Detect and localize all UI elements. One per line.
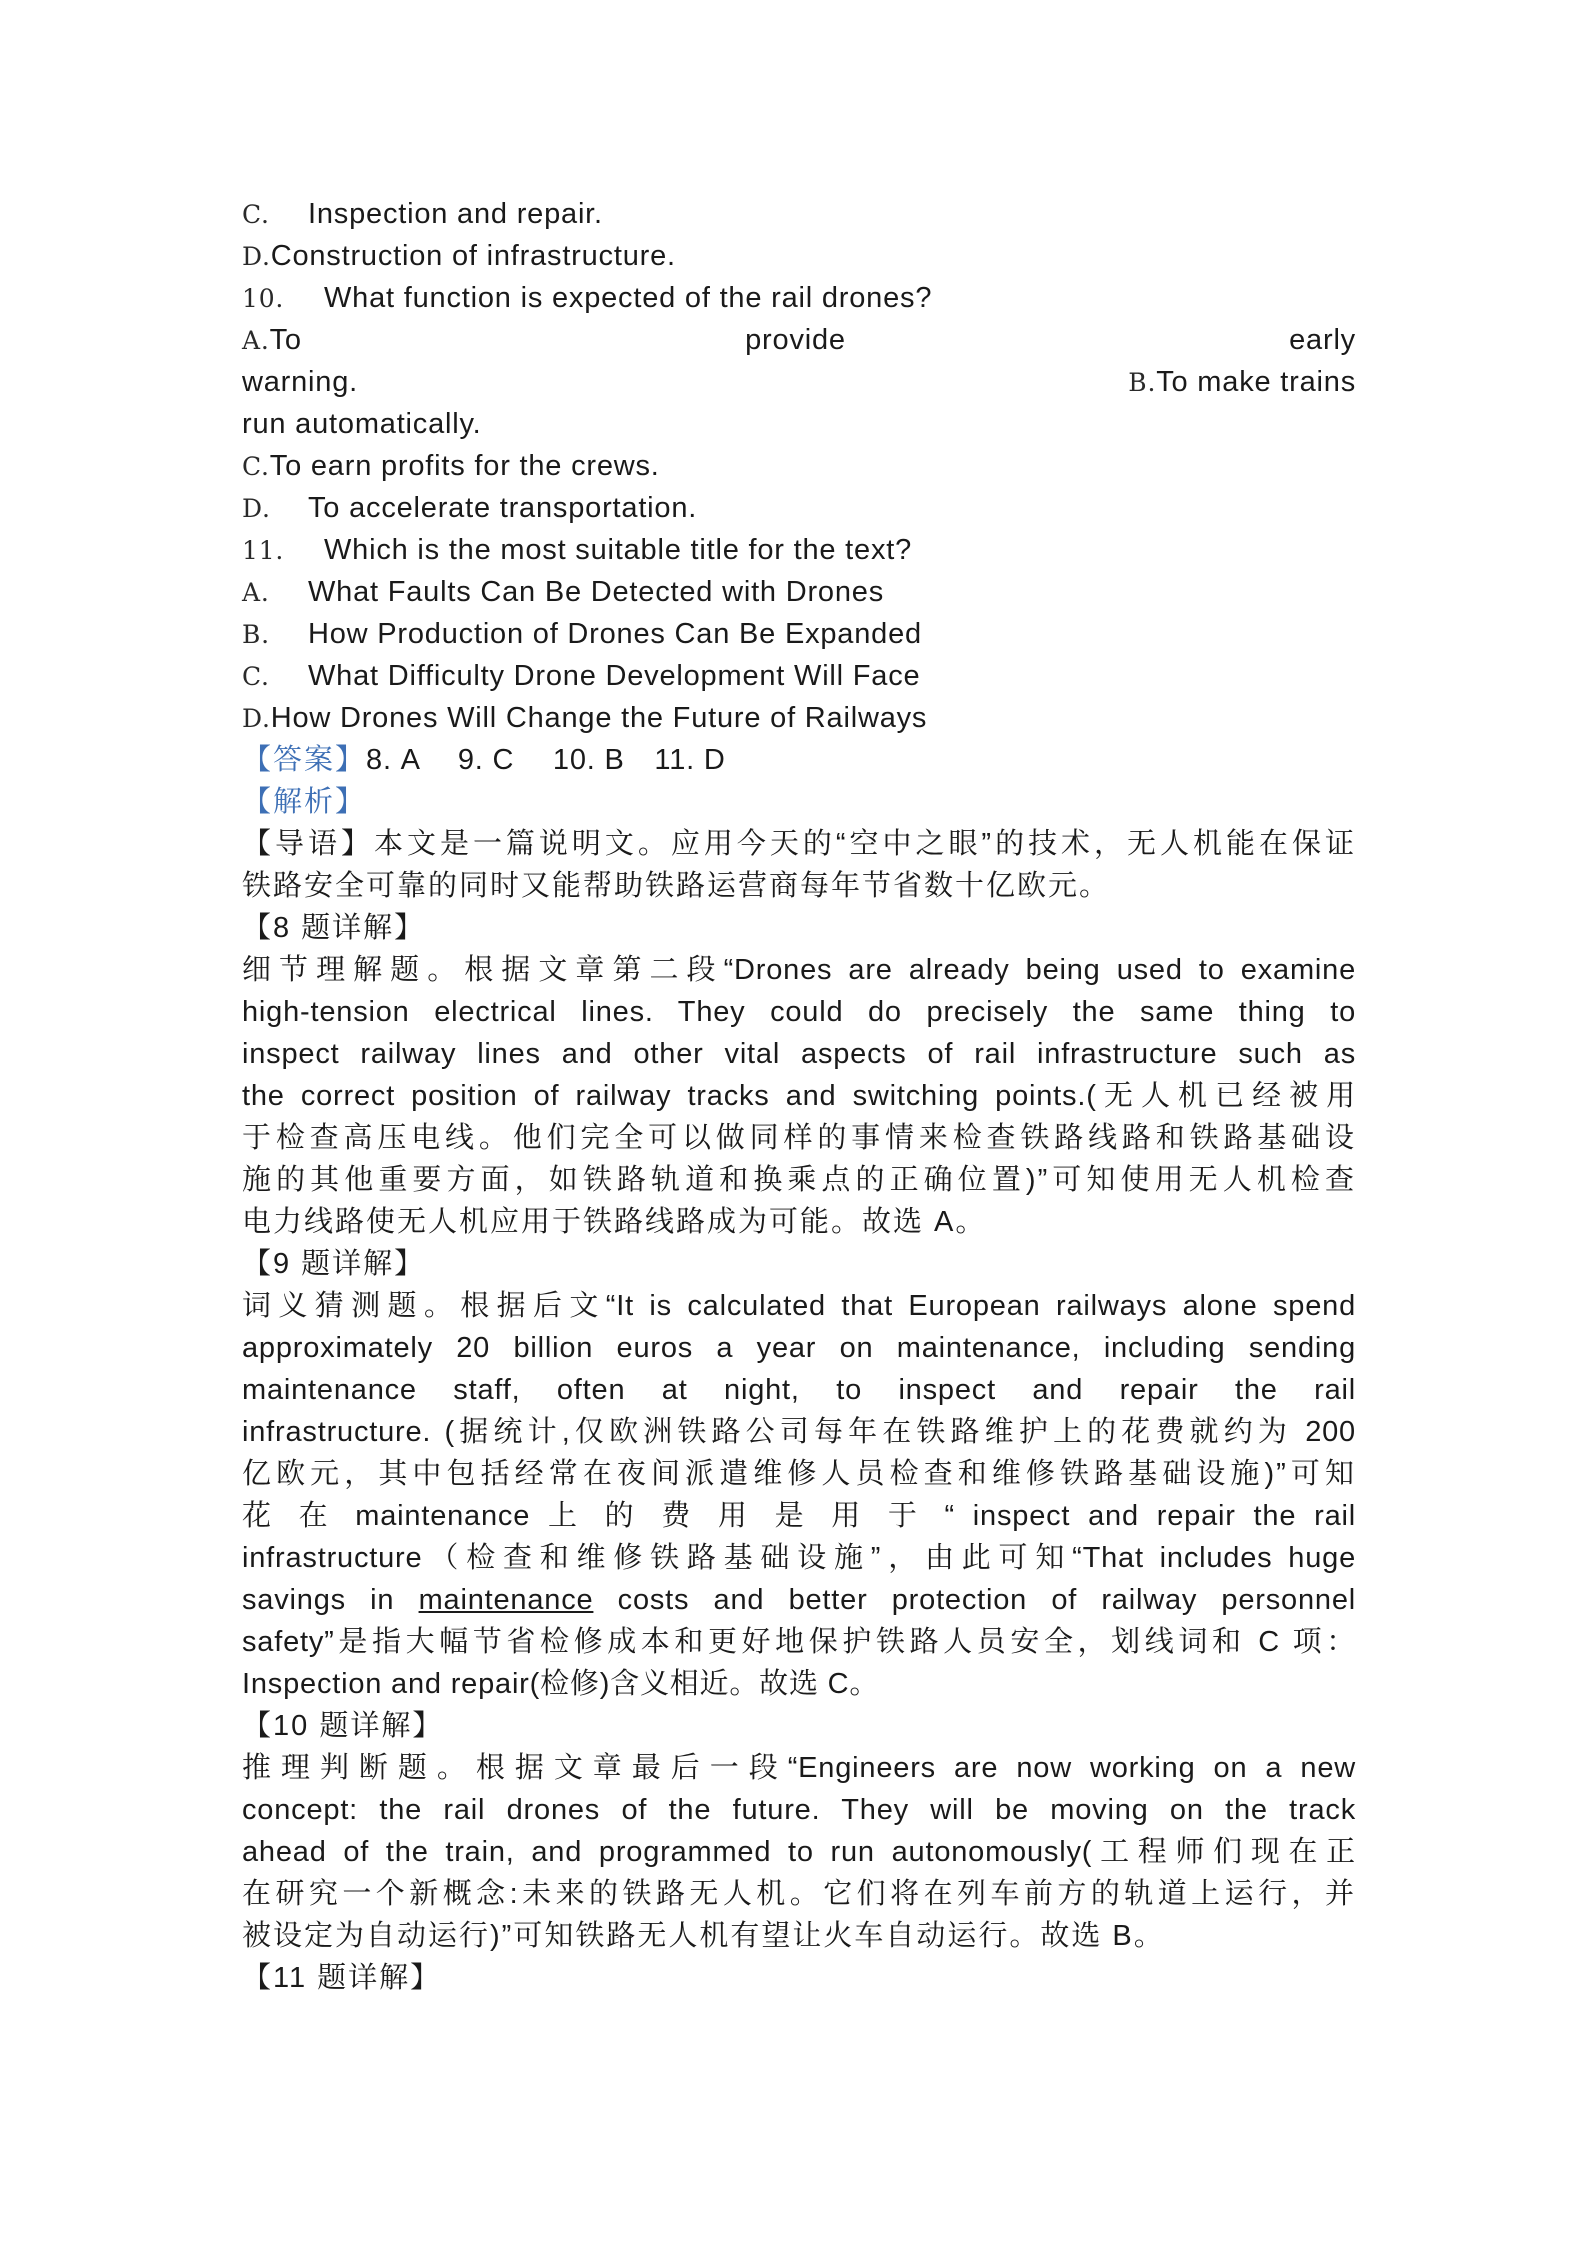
option-text: To accelerate transportation. <box>308 492 698 524</box>
q10-text-line: 被设定为自动运行)”可知铁路无人机有望让火车自动运行。故选 B。 <box>242 1920 1165 1952</box>
q11-option-c <box>242 655 1356 697</box>
q11-stem <box>242 529 1356 571</box>
q9-text-line: Inspection and repair(检修)含义相近。故选 C。 <box>242 1668 880 1700</box>
q11-option-d <box>242 697 1356 739</box>
q10-option-b-cont <box>242 403 1356 445</box>
q9-text-line: maintenance staff, often at night, to inspect and repair the rail <box>242 1374 1356 1406</box>
answer-line <box>242 739 1356 781</box>
q9-text-line: infrastructure. (据统计,仅欧洲铁路公司每年在铁路维护上的花费就约为 200 <box>242 1416 1356 1448</box>
q9-text-line: infrastructure（检查和维修铁路基础设施”，由此可知“That includes huge <box>242 1542 1356 1574</box>
q10-option-a-b-line <box>242 361 1356 403</box>
q9-text-line: safety”是指大幅节省检修成本和更好地保护铁路人员安全，划线词和 C 项： <box>242 1626 1356 1658</box>
q11-option-b <box>242 613 1356 655</box>
question-text: Which is the most suitable title for the text? <box>324 534 913 566</box>
option-label: D. <box>242 704 271 733</box>
q10-text-line: 在研究一个新概念:未来的铁路无人机。它们将在列车前方的轨道上运行，并 <box>242 1878 1356 1910</box>
option-label: C. <box>242 662 270 691</box>
option-label: C. <box>242 452 270 481</box>
q10-heading: 【10 题详解】 <box>242 1710 444 1742</box>
q10-option-d <box>242 487 1356 529</box>
q8-text-line: inspect railway lines and other vital aspects of rail infrastructure such as <box>242 1038 1356 1070</box>
q8-text-line: 电力线路使无人机应用于铁路线路成为可能。故选 A。 <box>242 1206 987 1238</box>
option-text: Inspection and repair. <box>308 198 603 230</box>
q8-heading: 【8 题详解】 <box>242 912 426 944</box>
intro-tag: 【导语】 <box>242 828 374 860</box>
q10-text-line: 推理判断题。根据文章最后一段“Engineers are now working on a new <box>242 1752 1356 1784</box>
q8-text-line: high-tension electrical lines. They could do precisely the same thing to <box>242 996 1356 1028</box>
option-word: early <box>1289 324 1356 356</box>
question-number: 11. <box>242 536 285 565</box>
option-text: To earn profits for the crews. <box>269 450 660 482</box>
question-text: What function is expected of the rail drones? <box>324 282 933 314</box>
option-label: D. <box>242 494 271 523</box>
option-text: To make trains <box>1156 366 1356 398</box>
q9-heading: 【9 题详解】 <box>242 1248 426 1280</box>
analysis-tag: 【解析】 <box>242 786 367 818</box>
option-text: What Faults Can Be Detected with Drones <box>308 576 884 608</box>
q9-text-line: 亿欧元，其中包括经常在夜间派遣维修人员检查和维修铁路基础设施)”可知 <box>242 1458 1356 1490</box>
intro-line <box>242 823 1356 865</box>
option-word: provide <box>745 324 846 356</box>
q8-text-line: 于检查高压电线。他们完全可以做同样的事情来检查铁路线路和铁路基础设 <box>242 1122 1356 1154</box>
option-text: How Production of Drones Can Be Expanded <box>308 618 922 650</box>
q10-option-a <box>242 319 1356 361</box>
text-fragment: savings in <box>242 1584 419 1616</box>
option-label: A. <box>242 578 270 607</box>
q11-heading: 【11 题详解】 <box>242 1962 442 1994</box>
q8-text-line: 细节理解题。根据文章第二段“Drones are already being used to examine <box>242 954 1356 986</box>
q11-option-a <box>242 571 1356 613</box>
q10-text-line: ahead of the train, and programmed to run autonomously(工程师们现在正 <box>242 1836 1356 1868</box>
q9-text-line: approximately 20 billion euros a year on maintenance, including sending <box>242 1332 1356 1364</box>
option-text: Construction of infrastructure. <box>270 240 676 272</box>
q10-text-line: concept: the rail drones of the future. They will be moving on the track <box>242 1794 1356 1826</box>
option-text: run automatically. <box>242 408 482 440</box>
intro-line: 铁路安全可靠的同时又能帮助铁路运营商每年节省数十亿欧元。 <box>242 870 1111 902</box>
option-word: warning. <box>242 366 359 398</box>
analysis-heading <box>242 781 1356 823</box>
question-number: 10. <box>242 284 285 313</box>
q9-option-c <box>242 193 1356 235</box>
q9-text-line: 词义猜测题。根据后文“It is calculated that European railways alone spend <box>242 1290 1356 1322</box>
underlined-word: maintenance <box>418 1584 594 1616</box>
answer-tag: 【答案】 <box>242 744 367 776</box>
option-label: D. <box>242 242 271 271</box>
option-text: What Difficulty Drone Development Will Face <box>308 660 921 692</box>
option-label: A. <box>242 326 270 355</box>
option-label: B. <box>242 620 270 649</box>
option-label: C. <box>242 200 270 229</box>
intro-text: 本文是一篇说明文。应用今天的“空中之眼”的技术，无人机能在保证 <box>373 828 1356 860</box>
option-word: To <box>269 324 302 356</box>
option-text: How Drones Will Change the Future of Railways <box>270 702 928 734</box>
q9-text-line: 花 在 maintenance 上 的 费 用 是 用 于 “ inspect and repair the rail <box>242 1500 1356 1532</box>
q10-option-c <box>242 445 1356 487</box>
document-page <box>242 193 1356 1999</box>
option-label: B. <box>1128 368 1157 397</box>
q8-text-line: the correct position of railway tracks and switching points.(无人机已经被用 <box>242 1080 1356 1112</box>
text-fragment: costs and better protection of railway personnel <box>593 1584 1356 1616</box>
q10-stem <box>242 277 1356 319</box>
q9-option-d <box>242 235 1356 277</box>
q8-text-line: 施的其他重要方面，如铁路轨道和换乘点的正确位置)”可知使用无人机检查 <box>242 1164 1356 1196</box>
q9-text-line <box>242 1579 1356 1621</box>
answer-values: 8. A 9. C 10. B 11. D <box>366 744 726 776</box>
